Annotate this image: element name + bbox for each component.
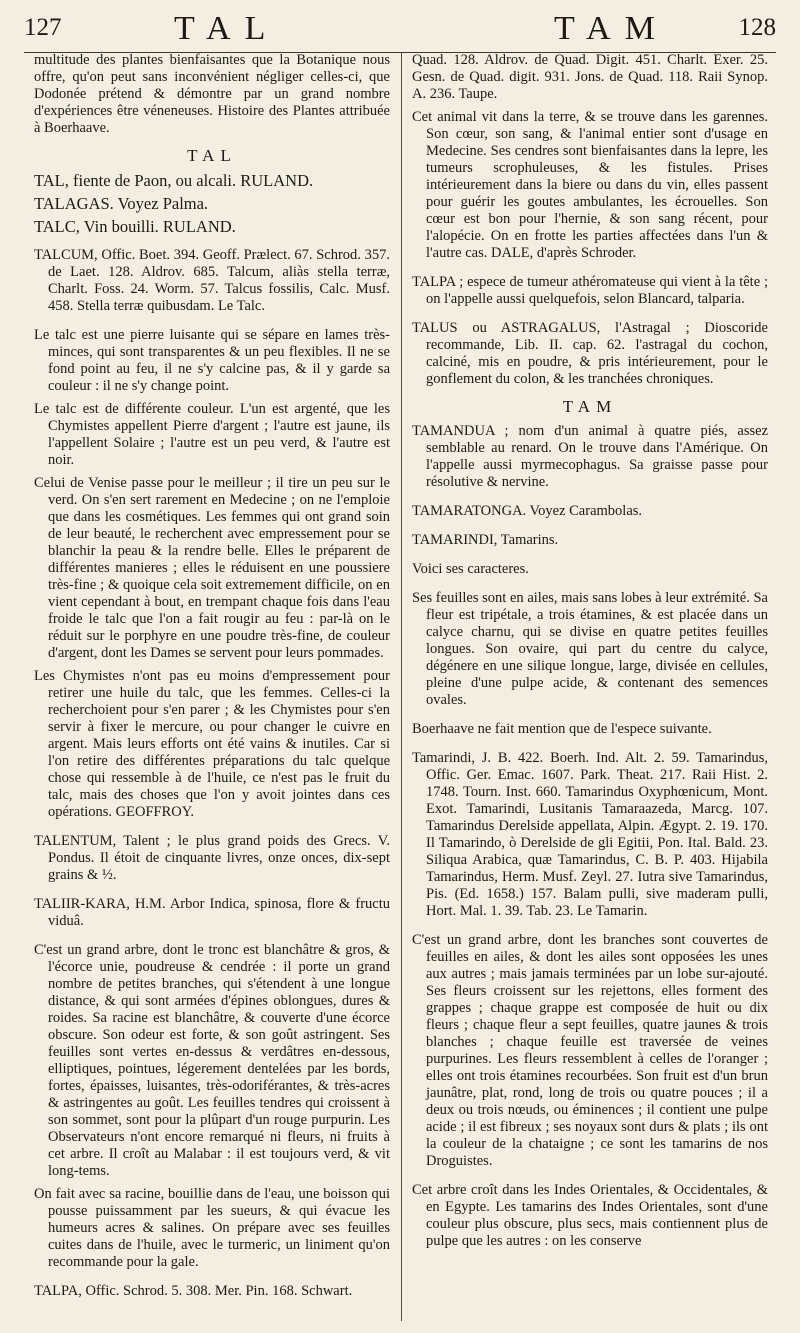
right-text-column xyxy=(412,52,768,1256)
left-paragraph: TALC, Vin bouilli. RULAND. xyxy=(34,217,236,236)
right-section-heading: TAM xyxy=(562,397,618,416)
left-running-title: TAL xyxy=(174,10,280,47)
left-paragraph: Le talc est de différente couleur. L'un est argenté, que les Chymistes appellent Pierre d'argent ; l'autre est jaune, ils l'appellent Solaire ; l'autre est un peu verd, & l'autre est noir. xyxy=(34,401,390,468)
right-paragraph: TALUS ou ASTRAGALUS, l'Astragal ; Dioscoride recommande, Lib. II. cap. 62. l'astragal du cochon, calciné, mis en poudre, & pris intérieurement, pour le gonflement du colon, & les tranchées chroniques. xyxy=(412,320,768,387)
right-paragraph: Boerhaave ne fait mention que de l'espece suivante. xyxy=(412,721,712,737)
left-paragraph: TALENTUM, Talent ; le plus grand poids des Grecs. V. Pondus. Il étoit de cinquante livres, onze onces, dix-sept grains & ½. xyxy=(34,833,390,883)
right-paragraph: TAMARINDI, Tamarins. xyxy=(412,532,559,548)
running-header xyxy=(24,8,776,48)
left-paragraph: TALPA, Offic. Schrod. 5. 308. Mer. Pin. 168. Schwart. xyxy=(34,1283,353,1299)
left-paragraph: Les Chymistes n'ont pas eu moins d'empressement pour retirer une huile du talc, que les femmes. Celles-ci la recherchoient pour s'en parer ; & les Chymistes pour s'en servir à fixer le mercure, ou pour changer le cuivre en argent. Mais leurs efforts ont été vains & inutiles. Car si l'on retire des différentes préparations du talc quelque chose qui ressemble à de l'huile, ce n'est pas le fruit du talc, mais des choses que l'on y avoit jointes dans ces opérations. GEOFFROY. xyxy=(34,668,390,820)
left-text-column xyxy=(34,52,390,1306)
right-paragraph: TALPA ; espece de tumeur athéromateuse qui vient à la tête ; on l'appelle aussi quelquefois, selon Blancard, talparia. xyxy=(412,274,768,307)
right-running-title: TAM xyxy=(554,10,669,47)
right-paragraph: Cet arbre croît dans les Indes Orientales, & Occidentales, & en Egypte. Les tamarins des Indes Orientales, sont d'une couleur plus obscure, plus secs, mais contiennent plus de pulpe que les autres : on les conserve xyxy=(412,1182,768,1249)
right-paragraph: TAMARATONGA. Voyez Carambolas. xyxy=(412,503,643,519)
column-divider xyxy=(401,52,402,1321)
left-paragraph: multitude des plantes bienfaisantes que la Botanique nous offre, qu'on peut sans inconvénient négliger celles-ci, que Dodonée prétend & démontre par un grand nombre d'expériences être véneneuses. Histoire des Plantes attribuée à Boerhaave. xyxy=(34,52,390,136)
left-paragraph: TAL, fiente de Paon, ou alcali. RULAND. xyxy=(34,171,314,190)
left-paragraph: TALAGAS. Voyez Palma. xyxy=(34,194,209,213)
right-paragraph: Voici ses caracteres. xyxy=(412,561,529,577)
right-page-number: 128 xyxy=(738,14,776,41)
left-page-number: 127 xyxy=(24,14,62,41)
left-paragraph: Celui de Venise passe pour le meilleur ; il tire un peu sur le verd. On s'en sert rarement en Medecine ; on ne l'emploie que dans les cosmétiques. Les femmes qui ont grand soin de leur beauté, le recherchent avec empressement pour se blanchir la peau & la rendre belle. Elles le préparent de différentes manieres ; elles le réduisent en une poussiere très-fine ; & quoique cela soit extremement difficile, on en vient cependant à bout, en trempant chaque fois dans l'eau froide le talc que l'on a fait rougir au feu : par-là on le réduit sur le porphyre en une poudre très-fine, de couleur d'argent, dont les Dames se servent pour leurs pommades. xyxy=(34,475,390,661)
right-paragraph: Quad. 128. Aldrov. de Quad. Digit. 451. Charlt. Exer. 25. Gesn. de Quad. digit. 931. Jons. de Quad. 118. Raii Synop. A. 236. Taupe. xyxy=(412,52,768,102)
left-paragraph: Le talc est une pierre luisante qui se sépare en lames très-minces, qui sont transparentes & un peu flexibles. Il ne se fond point au feu, il ne s'y calcine pas, & il y garde sa couleur : il ne s'y change point. xyxy=(34,327,390,394)
right-paragraph: Cet animal vit dans la terre, & se trouve dans les garennes. Son cœur, son sang, & l'animal entier sont d'usage en Medecine. Ses cendres sont bienfaisantes dans la lepre, les tumeurs scrophuleuses, & les fistules. Prises intérieurement dans la biere ou dans du vin, elles passent pour guérir les goutes ambulantes, les écrouelles. Son cœur est bon pour l'hernie, & son sang récent, pour l'alopécie. On en frotte les parties affectées dans l'un & l'autre cas. DALE, d'après Schroder. xyxy=(412,109,768,261)
left-paragraph: C'est un grand arbre, dont le tronc est blanchâtre & gros, & l'écorce unie, poudreuse & cendrée : il porte un grand nombre de petites branches, qui s'étendent à une longue distance, & qui sont armées d'épines oblongues, dures & roides. Sa racine est blanchâtre, & couverte d'une écorce obscure. Son odeur est forte, & son goût astringent. Ses feuilles sont vertes en-dessus & verdâtres en-dessous, elliptiques, pointues, légerement dentelées par les bords, fortes, épaisses, luisantes, très-odoriférantes, & très-acres & astringentes au goût. Les feuilles tendres qui croissent à son sommet, sont pour la plûpart d'un rouge purpurin. Les Observateurs n'ont encore remarqué ni fleurs, ni fruits à cet arbre. Il croît au Malabar : il est toujours verd, & vit long-tems. xyxy=(34,942,390,1179)
left-paragraph: TALIIR-KARA, H.M. Arbor Indica, spinosa, flore & fructu viduâ. xyxy=(34,896,390,929)
left-paragraph: TALCUM, Offic. Boet. 394. Geoff. Prælect. 67. Schrod. 357. de Laet. 128. Aldrov. 685. Talcum, aliàs stella terræ, Charlt. Foss. 24. Worm. 57. Talcus fossilis, Calc. Musf. 458. Stella terræ quibusdam. Le Talc. xyxy=(34,247,390,314)
left-paragraph: On fait avec sa racine, bouillie dans de l'eau, une boisson qui pousse puissamment par les sueurs, & qui évacue les humeurs acres & salines. On prépare avec ses feuilles cuites dans de l'huile, avec le turmeric, un liniment qu'on recommande pour la gale. xyxy=(34,1186,390,1270)
right-paragraph: Tamarindi, J. B. 422. Boerh. Ind. Alt. 2. 59. Tamarindus, Offic. Ger. Emac. 1607. Park. Theat. 217. Raii Hist. 2. 1748. Tourn. Inst. 660. Tamarindus Oxyphœnicum, Mont. Exot. Tamarindi, Lusitanis Tamaraazeda, Marcg. 107. Tamarindus Derelside appellata, Alpin. Ægypt. 2. 19. 170. Il Tamarindo, ò Derelside de gli Egitii, Pon. Ital. Bald. 23. Siliqua Arabica, quæ Tamarindus, C. B. P. 403. Hijabila Tamarindus, Herm. Musf. Zeyl. 27. Iutra sive Tamarindus, Pis. (Ed. 1658.) 157. Balam pulli, sive maderam pulli, Hort. Mal. 1. 39. Tab. 23. Le Tamarin. xyxy=(412,750,768,919)
right-paragraph: C'est un grand arbre, dont les branches sont couvertes de feuilles en ailes, & dont les ailes sont opposées les unes aux autres ; mais jamais terminées par un lobe sur-ajouté. Ses fleurs croissent sur les rejettons, elles forment des grappes ; chaque grappe est composée de huit ou dix fleurs ; chaque fleur a sept feuilles, quatre jaunes & trois blanches ; chaque feuille est traversée de veines purpurines. Les fleurs ressemblent à celles de l'oranger ; elles ont trois étamines recourbées. Son fruit est d'un brun jaunâtre, plat, rond, long de trois ou quatre pouces ; il a deux ou trois nœuds, ou éminences ; il contient une pulpe acide ; il est fibreux ; ses noyaux sont durs & plats ; ils ont la couleur de la chataigne ; ce sont les tamarins de nos Droguistes. xyxy=(412,932,768,1169)
right-paragraph: Ses feuilles sont en ailes, mais sans lobes à leur extrémité. Sa fleur est tripétale, a trois étamines, & est placée dans un calyce charnu, qui se divise en quatre petites feuilles longues. Son ovaire, qui part du centre du calyce, dégénere en une silique longue, large, divisée en cellules, pleine d'une pulpe acide, & contenant des semences ovales. xyxy=(412,590,768,708)
left-section-heading: TAL xyxy=(187,146,237,165)
right-paragraph: TAMANDUA ; nom d'un animal à quatre piés, assez semblable au renard. On le trouve dans l'Amérique. On l'appelle aussi myrmecophagus. Sa graisse passe pour résolutive & nervine. xyxy=(412,423,768,490)
